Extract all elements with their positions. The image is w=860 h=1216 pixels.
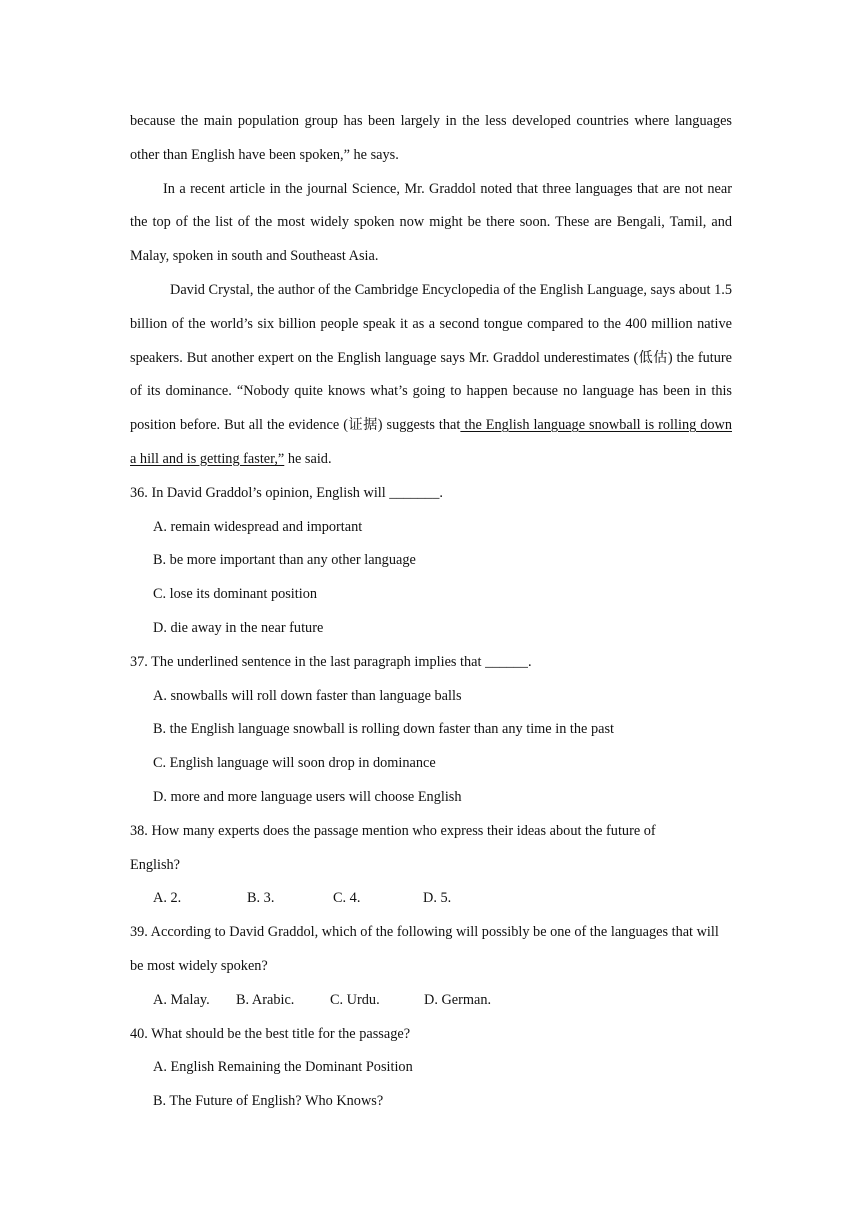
option-b: B. the English language snowball is rolling down faster than any time in the past [153,721,614,738]
option-a: A. snowballs will roll down faster than language balls [153,687,462,704]
option-d: D. 5. [423,890,452,907]
option-a: A. remain widespread and important [153,518,363,535]
document-page [130,105,732,1119]
option-c: C. Urdu. [330,991,380,1008]
option-row [153,882,732,916]
question-36 [130,477,732,646]
paragraph-3-text: David Crystal, the author of the Cambridge Encyclopedia of the English Language, says about 1.5 billion of the world’s six billion people speak it as a second tongue compared to the 400 million native speakers. But another expert on the English language says Mr. Graddol underestimates (低估) the future of its dominance. “Nobody quite knows what’s going to happen because no language has been in this position before. But all the evidence (证据) suggests that [130,281,732,434]
option-d: D. German. [424,991,492,1008]
option-a: A. 2. [153,890,182,907]
underlined-sentence: the English language snowball is rolling down a hill and is getting faster,” [130,417,732,467]
passage-paragraph-3 [130,274,732,477]
question-stem: 40. What should be the best title for the passage? [130,1025,411,1042]
option-d: D. more and more language users will choose English [153,788,462,805]
paragraph-3-tail: he said. [284,450,332,467]
option-b: B. 3. [247,890,275,907]
passage-paragraph-2: In a recent article in the journal Science, Mr. Graddol noted that three languages that are not near the top of the list of the most widely spoken now might be there soon. These are Bengali, Tamil, and Malay, spoken in south and Southeast Asia. [130,180,732,265]
question-stem: 37. The underlined sentence in the last paragraph implies that ______. [130,653,532,670]
option-a: A. English Remaining the Dominant Position [153,1059,413,1076]
question-38 [130,815,732,916]
option-c: C. 4. [333,890,361,907]
option-d: D. die away in the near future [153,619,324,636]
question-stem: 36. In David Graddol’s opinion, English will _______. [130,484,443,501]
question-stem: 38. How many experts does the passage mention who express their ideas about the future of English? [130,822,656,873]
question-stem: 39. According to David Graddol, which of the following will possibly be one of the languages that will be most widely spoken? [130,924,719,974]
question-37 [130,646,732,815]
option-b: B. Arabic. [236,991,295,1008]
question-39 [130,916,732,1017]
option-b: B. be more important than any other language [153,552,416,569]
option-b: B. The Future of English? Who Knows? [153,1093,384,1110]
option-row [153,984,732,1018]
question-40 [130,1018,732,1119]
option-c: C. lose its dominant position [153,586,318,603]
passage-paragraph-1: because the main population group has been largely in the less developed countries where languages other than English have been spoken,” he says. [130,113,732,163]
option-a: A. Malay. [153,991,210,1008]
option-c: C. English language will soon drop in dominance [153,755,436,772]
